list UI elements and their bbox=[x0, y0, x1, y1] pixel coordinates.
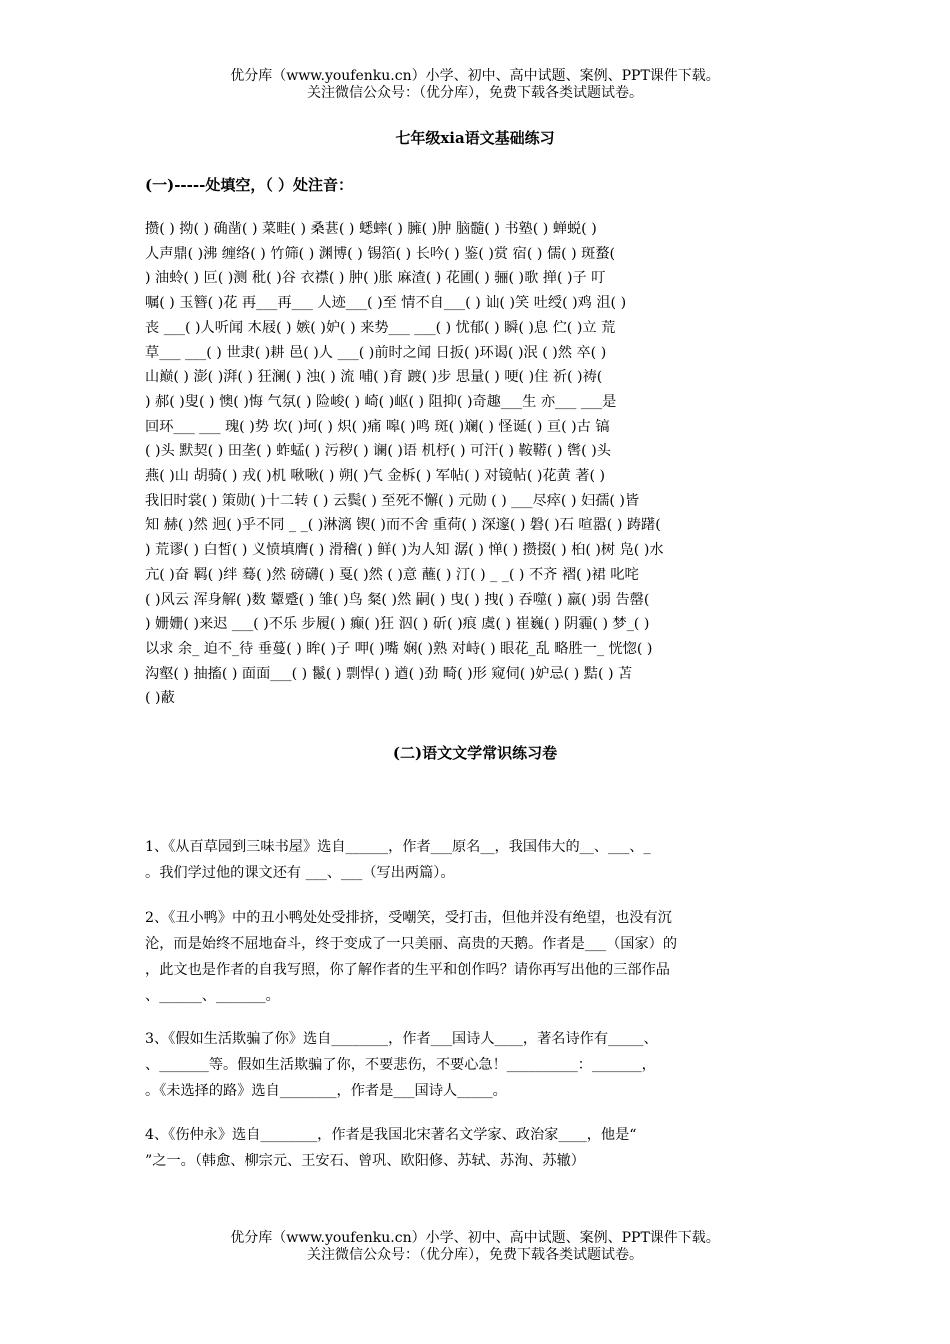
exercise-line: ) 郝( )叟( ) 懊( )悔 气氛( ) 险峻( ) 崎( )岖( ) 阻抑( )奇趣___生 亦___ ___是 bbox=[145, 393, 617, 410]
header-line-1: 优分库（www.youfenku.cn）小学、初中、高中试题、案例、PPT课件下载。 bbox=[230, 68, 720, 84]
exercise-line: 以求 余_ 迫不_待 垂蔓( ) 眸( )子 呷( )嘴 娴( )熟 对峙( ) 眼花_乱 略胜一_ 恍惚( ) bbox=[145, 640, 653, 657]
exercise-line: ( )风云 浑身解( )数 颦蹙( ) 雏( )鸟 粲( )然 嗣( ) 曳( ) 拽( ) 吞噬( ) 羸( )弱 告罄( bbox=[145, 591, 650, 608]
exercise-line: ) 荒谬( ) 白皙( ) 义愤填膺( ) 滑稽( ) 鲜( )为人知 潺( ) 惮( ) 攒掇( ) 桕( )树 凫( )水 bbox=[145, 542, 664, 559]
header-line-2: 关注微信公众号：（优分库），免费下载各类试题试卷。 bbox=[307, 85, 643, 101]
question-line: 3、《假如生活欺骗了你》选自________，作者___国诗人____，著名诗作有_____、 bbox=[145, 1031, 658, 1047]
exercise-line: 燕( )山 胡骑( ) 戎( )机 啾啾( ) 朔( )气 金柝( ) 军帖( ) 对镜帖( )花黄 著( ) bbox=[145, 468, 606, 485]
question-3 bbox=[145, 1026, 810, 1104]
section-1-heading: (一)-----处填空，（ ）处注音： bbox=[145, 176, 354, 194]
exercise-line: 我旧时裳( ) 策勋( )十二转 ( ) 云鬓( ) 至死不懈( ) 元勋 ( ) ___尽瘁( ) 妇孺( )皆 bbox=[145, 492, 640, 509]
page-header bbox=[0, 68, 950, 102]
exercise-line: 攒( ) 拗( ) 确凿( ) 菜畦( ) 桑葚( ) 蟋蟀( ) 臃( )肿 脑髓( ) 书塾( ) 蝉蜕( ) bbox=[145, 221, 597, 237]
exercise-line: 嘱( ) 玉簪( )花 再___再___ 人迹___( )至 情不自___( ) 讪( )笑 吐绶( )鸡 沮( ) bbox=[145, 295, 627, 312]
question-2 bbox=[145, 905, 810, 1009]
exercise-line: ( )蔽 bbox=[145, 690, 175, 707]
footer-line-2: 关注微信公众号：（优分库），免费下载各类试题试卷。 bbox=[307, 1247, 643, 1263]
question-line: 1、《从百草园到三味书屋》选自______，作者___原名__，我国伟大的__、___、_ bbox=[145, 839, 651, 855]
question-line: 2、《丑小鸭》中的丑小鸭处处受排挤，受嘲笑，受打击，但他并没有绝望，也没有沉 bbox=[145, 910, 672, 926]
section-1-body bbox=[145, 217, 805, 711]
exercise-line: 丧 ___( )人听闻 木屐( ) 嫉( )妒( ) 来势___ ___( ) 忧郁( ) 瞬( )息 伫( )立 荒 bbox=[145, 319, 616, 336]
page-footer bbox=[0, 1230, 950, 1264]
question-line: 、_______等。假如生活欺骗了你，不要悲伤，不要心急！__________：_______， bbox=[145, 1057, 656, 1073]
exercise-line: 亢( )奋 羁( )绊 蓦( )然 磅礴( ) 戛( )然 ( )意 蘸( ) 汀( ) _ _( ) 不齐 褶( )裙 叱咤 bbox=[145, 566, 639, 583]
exercise-line: 草___ ___( ) 世隶( )耕 邑( )人 ___( )前时之闻 日扳( )环谒( )泯 ( )然 卒( ) bbox=[145, 344, 607, 361]
question-line: 。我们学过他的课文还有 ___、___（写出两篇）。 bbox=[145, 865, 455, 881]
question-4 bbox=[145, 1122, 810, 1174]
section-2-heading: (二)语文文学常识练习卷 bbox=[392, 744, 558, 762]
footer-line-1: 优分库（www.youfenku.cn）小学、初中、高中试题、案例、PPT课件下载。 bbox=[230, 1230, 720, 1246]
exercise-line: ) 姗姗( )来迟 ___( )不乐 步履( ) 癫( )狂 泅( ) 斫( )痕 虞( ) 崔巍( ) 阴霾( ) 梦_( ) bbox=[145, 616, 650, 633]
question-line: ”之一。（韩愈、柳宗元、王安石、曾巩、欧阳修、苏轼、苏洵、苏辙） bbox=[145, 1153, 585, 1169]
exercise-line: 沟壑( ) 抽搐( ) 面面___( ) 鬣( ) 剽悍( ) 遒( )劲 畸( )形 窥伺( )妒忌( ) 黠( ) 苫 bbox=[145, 665, 633, 682]
page-title: 七年级xia语文基础练习 bbox=[395, 129, 555, 147]
exercise-line: ) 油蛉( ) 叵( )测 秕( )谷 衣襟( ) 肿( )胀 麻渣( ) 花圃( ) 骊( )歌 掸( )子 叮 bbox=[145, 270, 606, 287]
exercise-line: 山巅( ) 澎( )湃( ) 狂澜( ) 浊( ) 流 哺( )育 踱( )步 思量( ) 哽( )住 祈( )祷( bbox=[145, 369, 603, 386]
question-line: 。《未选择的路》选自________，作者是___国诗人_____。 bbox=[145, 1083, 507, 1099]
exercise-line: ( )头 默契( ) 田垄( ) 蚱蜢( ) 污秽( ) 谰( )语 机杼( ) 可汗( ) 鞍鞯( ) 辔( )头 bbox=[145, 443, 611, 460]
exercise-line: 知 赫( )然 迥( )乎不同 _ _( )淋漓 锲( )而不舍 重荷( ) 深邃( ) 磐( )石 喧嚣( ) 踌躇( bbox=[145, 517, 661, 534]
exercise-line: 回环___ ___ 瑰( )势 坎( )坷( ) 炽( )痛 嗥( )鸣 斑( )斓( ) 怪诞( ) 亘( )古 镐 bbox=[145, 418, 610, 435]
question-line: ，此文也是作者的自我写照，你了解作者的生平和创作吗？请你再写出他的三部作品 bbox=[145, 962, 670, 978]
question-line: 、______、_______。 bbox=[145, 988, 280, 1004]
question-1 bbox=[145, 834, 810, 886]
question-line: 4、《伤仲永》选自________，作者是我国北宋著名文学家、政治家____，他是“ bbox=[145, 1127, 637, 1143]
question-line: 沦，而是始终不屈地奋斗，终于变成了一只美丽、高贵的天鹅。作者是___（国家）的 bbox=[145, 936, 678, 952]
exercise-line: 人声鼎( )沸 缠络( ) 竹筛( ) 渊博( ) 锡箔( ) 长吟( ) 鉴( )赏 宿( ) 儒( ) 斑蝥( bbox=[145, 245, 616, 262]
